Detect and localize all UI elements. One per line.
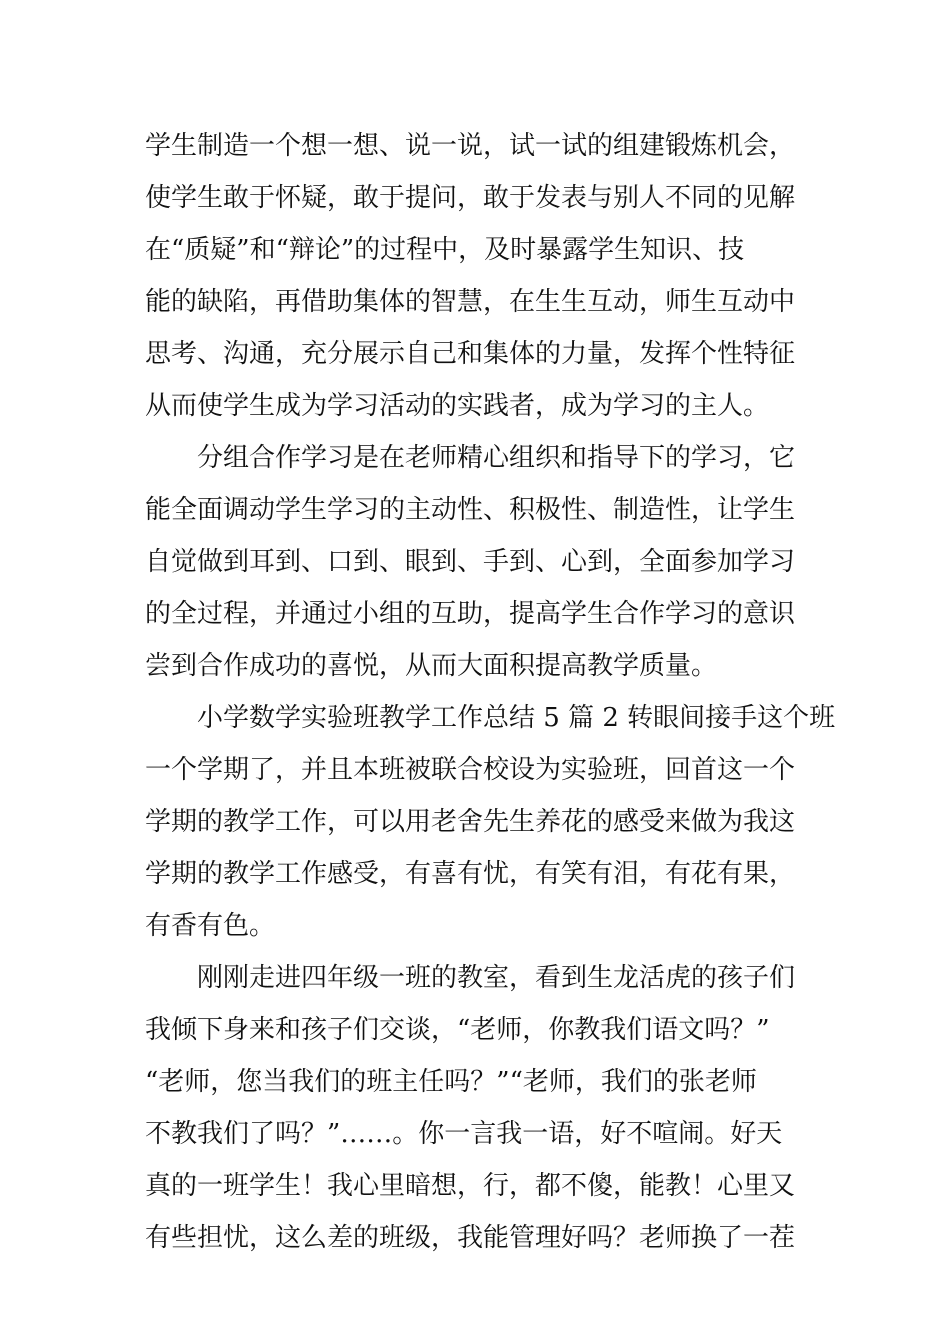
paragraph-first-line: 分组合作学习是在老师精心组织和指导下的学习，它 (197, 443, 796, 473)
text-line: 尝到合作成功的喜悦，从而大面积提高教学质量。 (145, 651, 718, 681)
paragraph-first-line: 刚刚走进四年级一班的教室，看到生龙活虎的孩子们 (197, 963, 796, 993)
text-line: 自觉做到耳到、口到、眼到、手到、心到，全面参加学习 (145, 547, 796, 577)
text-line: 从而使学生成为学习活动的实践者，成为学习的主人。 (145, 391, 770, 421)
text-line: 不教我们了吗？”……。你一言我一语，好不喧闹。好天 (145, 1119, 783, 1149)
text-line: 学生制造一个想一想、说一说，试一试的组建锻炼机会， (145, 131, 796, 161)
text-line: 能的缺陷，再借助集体的智慧，在生生互动，师生互动中 (145, 287, 796, 317)
text-line: 我倾下身来和孩子们交谈，“老师，你教我们语文吗？” (145, 1015, 770, 1045)
text-line: 能全面调动学生学习的主动性、积极性、制造性，让学生 (145, 495, 796, 525)
body-text (145, 126, 836, 1270)
text-line: 有些担忧，这么差的班级，我能管理好吗？老师换了一茬 (145, 1223, 796, 1253)
text-line: 一个学期了，并且本班被联合校设为实验班，回首这一个 (145, 755, 796, 785)
paragraph-first-line: 小学数学实验班教学工作总结 5 篇 2 转眼间接手这个班 (197, 703, 836, 733)
text-line: 思考、沟通，充分展示自己和集体的力量，发挥个性特征 (145, 339, 796, 369)
text-line: 有香有色。 (145, 911, 276, 941)
text-line: 的全过程，并通过小组的互助，提高学生合作学习的意识 (145, 599, 796, 629)
text-line: 在“质疑”和“辩论”的过程中，及时暴露学生知识、技 (145, 235, 745, 265)
text-line: “老师，您当我们的班主任吗？”“老师，我们的张老师 (145, 1067, 757, 1097)
text-line: 学期的教学工作，可以用老舍先生养花的感受来做为我这 (145, 807, 796, 837)
text-line: 学期的教学工作感受，有喜有忧，有笑有泪，有花有果， (145, 859, 796, 889)
text-line: 真的一班学生！我心里暗想，行，都不傻，能教！心里又 (145, 1171, 796, 1201)
text-line: 使学生敢于怀疑，敢于提问，敢于发表与别人不同的见解 (145, 183, 796, 213)
